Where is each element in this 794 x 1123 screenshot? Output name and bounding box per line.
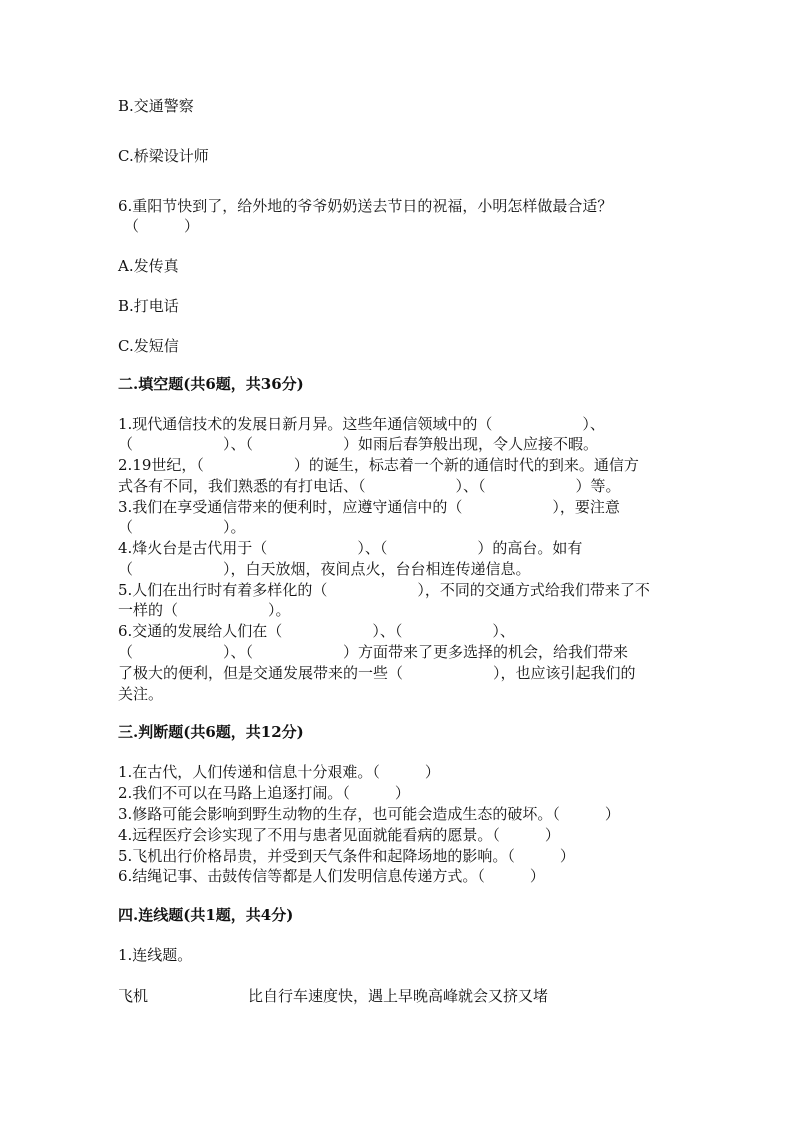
matching-right-item: 比自行车速度快，遇上早晚高峰就会又挤又堵 [248,987,549,1005]
fill-line: （ ）。 [118,518,246,536]
q5-option-c: C.桥梁设计师 [118,147,209,165]
fill-line: （ ）、（ ）方面带来了更多选择的机会，给我们带来 [118,643,629,661]
judge-item: 3.修路可能会影响到野生动物的生存，也可能会造成生态的破坏。（ ） [118,805,620,823]
judge-item: 6.结绳记事、击鼓传信等都是人们发明信息传递方式。（ ） [118,867,545,885]
fill-line: 5.人们在出行时有着多样化的（ ），不同的交通方式给我们带来了不 [118,581,650,599]
q6-answer-blank: （ ） [124,217,200,235]
fill-line: （ ）、（ ）如雨后春笋般出现，令人应接不暇。 [118,435,599,453]
fill-line: 4.烽火台是古代用于（ ）、（ ）的高台。如有 [118,539,583,557]
fill-line: （ ），白天放烟，夜间点火，台台相连传递信息。 [118,560,531,578]
q6-option-a: A.发传真 [118,257,179,275]
fill-line: 1.现代通信技术的发展日新月异。这些年通信领域中的（ ）、 [118,415,605,433]
section-heading-fill-blank: 二.填空题(共6题，共36分) [118,375,304,393]
fill-line: 了极大的便利，但是交通发展带来的一些（ ），也应该引起我们的 [118,664,636,682]
q6-option-c: C.发短信 [118,337,179,355]
judge-item: 2.我们不可以在马路上追逐打闹。（ ） [118,784,410,802]
section-heading-matching: 四.连线题(共1题，共4分) [118,906,294,924]
matching-left-item: 飞机 [118,987,149,1005]
judge-item: 4.远程医疗会诊实现了不用与患者见面就能看病的愿景。（ ） [118,826,560,844]
q6-stem: 6.重阳节快到了，给外地的爷爷奶奶送去节日的祝福，小明怎样做最合适？ [118,197,613,215]
q6-option-b: B.打电话 [118,297,179,315]
fill-line: 一样的（ ）。 [118,601,291,619]
fill-line: 2.19世纪，（ ）的诞生，标志着一个新的通信时代的到来。通信方 [118,456,639,474]
fill-line: 式各有不同，我们熟悉的有打电话、（ ）、（ ）等。 [118,477,621,495]
q5-option-b: B.交通警察 [118,97,194,115]
judge-item: 5.飞机出行价格昂贵，并受到天气条件和起降场地的影响。（ ） [118,847,575,865]
section-heading-judgement: 三.判断题(共6题，共12分) [118,723,304,741]
fill-line: 3.我们在享受通信带来的便利时，应遵守通信中的（ ），要注意 [118,498,620,516]
matching-question: 1.连线题。 [118,946,193,964]
judge-item: 1.在古代，人们传递和信息十分艰难。（ ） [118,763,440,781]
fill-line: 关注。 [118,685,164,703]
fill-line: 6.交通的发展给人们在（ ）、（ ）、 [118,622,515,640]
